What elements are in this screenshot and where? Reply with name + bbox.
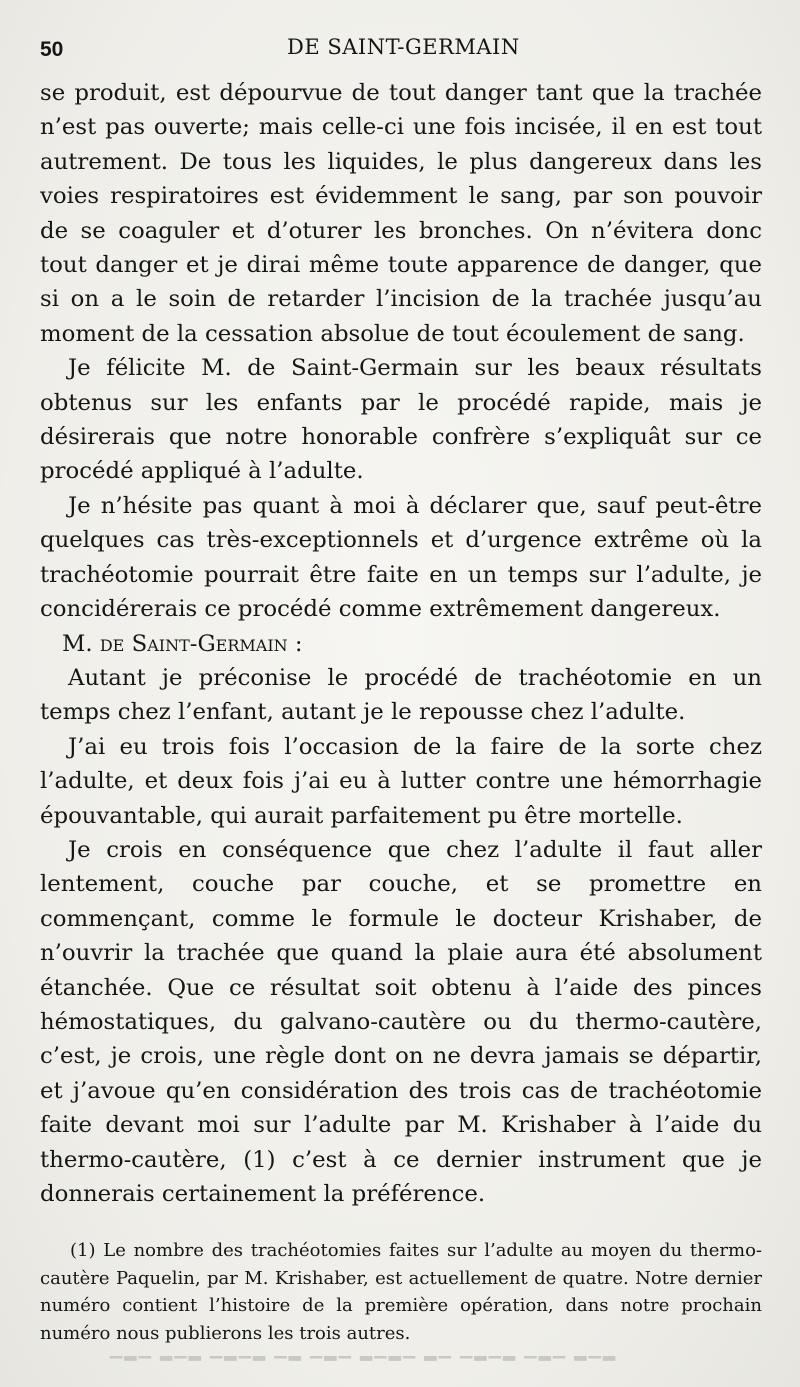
paragraph-trois-fois: J’ai eu trois fois l’occasion de la faire de la sorte chez l’adulte, et deux fois j’ai eu à lutter contre une hémorrhagie épouvantable, qui aurait parfaitement pu être mortelle. <box>40 733 762 829</box>
paragraph-felicitations: Je félicite M. de Saint-Germain sur les beaux résultats obtenus sur les enfants par le procédé rapide, mais je désirerais que notre honorable confrère s’expliquât sur ce procédé appliqué à l’adulte. <box>40 355 762 485</box>
page-number: 50 <box>40 38 64 61</box>
speaker-prefix: M. <box>62 630 93 657</box>
footnote-text: (1) Le nombre des trachéotomies faites sur l’adulte au moyen du thermo-cautère Paquelin, par M. Krishaber, est actuellement de quatre. Notre dernier numéro contient l’histoire de la première opération, dans notre prochain numéro nous publierons les trois autres. <box>40 1240 762 1344</box>
page-header <box>40 34 760 66</box>
paragraph-preconise: Autant je préconise le procédé de trachéotomie en un temps chez l’enfant, autant je le repousse chez l’adulte. <box>40 664 762 726</box>
speaker-suffix: : <box>287 630 303 657</box>
body-text <box>40 76 762 1211</box>
bleed-through-texture: ▁▂▁ ▂▁▂ ▁▂▁▂ ▁▂ ▁▂▁ ▂▁▂▁ ▂▁ ▁▂▁▂ ▁▂▁ ▂▁▂ <box>110 1356 618 1375</box>
speaker-heading <box>40 627 762 661</box>
paragraph-consequence: Je crois en conséquence que chez l’adulte il faut aller lentement, couche par couche, et se promettre en commençant, comme le formule le docteur Krishaber, de n’ouvrir la trachée que quand la plaie aura été absolument étanchée. Que ce résultat soit obtenu à l’aide des pinces hémostatiques, du galvano-cautère ou du thermo-cautère, c’est, je crois, une règle dont on ne devra jamais se départir, et j’avoue qu’en considération des trois cas de trachéotomie faite devant moi sur l’adulte par M. Krishaber à l’aide du thermo-cautère, (1) c’est à ce dernier instrument que je donnerais certainement la préférence. <box>40 836 762 1207</box>
paragraph-declaration: Je n’hésite pas quant à moi à déclarer que, sauf peut-être quelques cas très-exceptionnels et d’urgence extrême où la trachéotomie pourrait être faite en un temps sur l’adulte, je concidérerais ce procédé comme extrêmement dangereux. <box>40 492 762 623</box>
footnote <box>40 1237 762 1347</box>
running-head: DE SAINT-GERMAIN <box>287 35 520 59</box>
speaker-name: de Saint-Germain <box>99 630 288 657</box>
paragraph-continuation: se produit, est dépourvue de tout danger tant que la trachée n’est pas ouverte; mais celle-ci une fois incisée, il en est tout autrement. De tous les liquides, le plus dangereux dans les voies respiratoires est évidemment le sang, par son pouvoir de se coaguler et d’oturer les bronches. On n’évitera donc tout danger et je dirai même toute apparence de danger, que si on a le soin de retarder l’incision de la trachée jusqu’au moment de la cessation absolue de tout écoulement de sang. <box>40 80 762 347</box>
